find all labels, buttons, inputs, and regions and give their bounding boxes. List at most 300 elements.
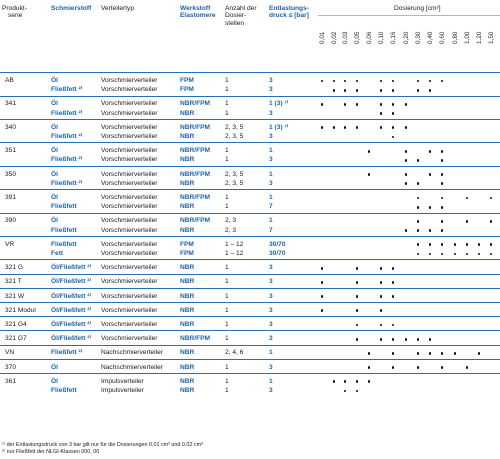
dosing-dot xyxy=(380,338,383,341)
lubricant-cell: Fließfett ²⁾ xyxy=(51,156,83,164)
row-divider xyxy=(0,119,500,120)
dosing-value-header: 1,50 xyxy=(488,31,495,44)
relief-pressure-cell: 30/70 xyxy=(269,250,286,257)
dosing-dot xyxy=(356,126,359,129)
dosing-points-cell: 2, 3, 5 xyxy=(225,170,244,178)
dosing-points-cell: 1 xyxy=(225,292,229,300)
dosing-dot xyxy=(490,220,493,223)
series-cell: 321 G7 xyxy=(5,335,27,343)
dosing-dot xyxy=(356,324,359,327)
dosing-dot xyxy=(478,253,481,256)
series-cell: 370 xyxy=(5,363,17,371)
relief-pressure-cell: 3 xyxy=(269,335,273,343)
distributor-type-cell: Nachschmierverteiler xyxy=(101,349,163,357)
dosing-dot xyxy=(344,126,347,129)
lubricant-cell: Fließfett xyxy=(51,387,77,394)
dosing-dot xyxy=(417,182,420,185)
dosing-points-cell: 1 xyxy=(225,278,229,286)
dosing-dot xyxy=(344,380,347,383)
row-divider xyxy=(0,345,500,346)
dosing-dot xyxy=(417,197,420,200)
row-divider xyxy=(0,302,500,303)
material-cell: NBR xyxy=(180,179,195,187)
dosing-dot xyxy=(417,243,420,246)
dosing-dot xyxy=(356,281,359,284)
row-divider xyxy=(0,213,500,214)
dosierung-rule xyxy=(318,15,500,16)
dosing-dot xyxy=(454,352,457,355)
dosing-points-cell: 1 xyxy=(225,377,229,385)
dosing-value-header: 0,02 xyxy=(331,31,338,44)
material-cell: NBR xyxy=(180,203,195,211)
series-cell: 321 G xyxy=(5,264,23,272)
dosing-dot xyxy=(392,366,395,369)
dosing-dot xyxy=(392,126,395,129)
material-cell: NBR xyxy=(180,321,195,328)
relief-pressure-cell: 7 xyxy=(269,203,273,211)
dosing-dot xyxy=(417,80,420,83)
dosing-dot xyxy=(441,366,444,369)
dosing-value-header: 0,40 xyxy=(427,31,434,44)
distributor-type-cell: Vorschmierverteiler xyxy=(101,217,158,225)
dosing-dot xyxy=(441,150,444,153)
row-divider xyxy=(0,330,500,331)
series-cell: VR xyxy=(5,240,15,248)
lubricant-cell: Fließfett xyxy=(51,226,77,234)
dosing-dot xyxy=(344,103,347,106)
dosing-dot xyxy=(392,267,395,270)
dosing-value-header: 0,16 xyxy=(390,31,397,44)
dosing-dot xyxy=(417,220,420,223)
lubricant-cell: Öl xyxy=(51,363,58,371)
relief-pressure-cell: 1 xyxy=(269,349,273,357)
dosing-dot xyxy=(321,267,324,270)
dosing-dot xyxy=(429,229,432,232)
dosing-dot xyxy=(368,150,371,153)
dosing-dot xyxy=(490,197,493,200)
series-cell: 321 G4 xyxy=(5,321,27,328)
lubricant-cell: Öl/Fließfett ²⁾ xyxy=(51,264,92,272)
dosing-points-cell: 1 xyxy=(225,363,229,371)
dosing-dot xyxy=(405,150,408,153)
material-cell: NBR xyxy=(180,377,195,385)
dosing-dot xyxy=(429,150,432,153)
dosing-dot xyxy=(368,380,371,383)
dosing-points-cell: 1 xyxy=(225,147,229,155)
relief-pressure-cell: 3 xyxy=(269,109,273,117)
dosing-dot xyxy=(333,380,336,383)
dosing-dot xyxy=(380,267,383,270)
relief-pressure-cell: 1 xyxy=(269,377,273,385)
dosing-value-header: 0,03 xyxy=(342,31,349,44)
distributor-type-cell: Vorschmierverteiler xyxy=(101,109,158,117)
lubricant-cell: Fließfett ²⁾ xyxy=(51,109,83,117)
dosing-dot xyxy=(356,309,359,312)
dosing-points-cell: 2, 3, 5 xyxy=(225,133,244,140)
dosing-value-header: 0,60 xyxy=(439,31,446,44)
dosing-points-cell: 2, 3 xyxy=(225,217,236,225)
dosing-dot xyxy=(392,80,395,83)
dosing-dot xyxy=(392,112,395,115)
dosing-dot xyxy=(417,253,420,256)
lubricant-cell: Fließfett ²⁾ xyxy=(51,133,83,140)
row-divider xyxy=(0,373,500,374)
dosing-dot xyxy=(392,352,395,355)
dosing-points-cell: 1 – 12 xyxy=(225,250,244,257)
lubricant-cell: Öl xyxy=(51,77,58,84)
dosing-value-header: 0,05 xyxy=(354,31,361,44)
row-divider xyxy=(0,359,500,360)
dosing-dot xyxy=(356,295,359,298)
dosing-dot xyxy=(478,243,481,246)
material-cell: FPM xyxy=(180,77,194,84)
dosing-value-header: 1,20 xyxy=(476,31,483,44)
row-divider xyxy=(0,274,500,275)
footnote-1: ¹⁾ der Entlastungsdruck von 3 bar gilt nur für die Dosierungen 0,01 cm³ und 0,02 cm³ xyxy=(2,442,203,448)
dosing-dot xyxy=(429,80,432,83)
material-cell: NBR xyxy=(180,363,195,371)
distributor-type-cell: Impulsverteiler xyxy=(101,387,144,394)
distributor-type-cell: Vorschmierverteiler xyxy=(101,77,158,84)
series-cell: 391 xyxy=(5,194,17,201)
dosing-points-cell: 2, 4, 6 xyxy=(225,349,244,357)
lubricant-cell: Öl/Fließfett ²⁾ xyxy=(51,306,92,314)
distributor-type-cell: Vorschmierverteiler xyxy=(101,278,158,286)
dosing-dot xyxy=(321,295,324,298)
material-cell: NBR xyxy=(180,109,195,117)
series-cell: 351 xyxy=(5,147,17,155)
lubricant-cell: Öl/Fließfett ²⁾ xyxy=(51,292,92,300)
dosing-dot xyxy=(441,197,444,200)
dosing-dot xyxy=(344,390,347,393)
relief-pressure-cell: 1 xyxy=(269,217,273,225)
relief-pressure-cell: 3 xyxy=(269,133,273,140)
row-divider xyxy=(0,96,500,97)
lubricant-cell: Fließfett ²⁾ xyxy=(51,86,83,94)
distributor-type-cell: Vorschmierverteiler xyxy=(101,170,158,178)
dosing-dot xyxy=(356,338,359,341)
lubricant-cell: Öl/Fließfett ²⁾ xyxy=(51,278,92,286)
relief-pressure-cell: 3 xyxy=(269,77,273,84)
dosing-dot xyxy=(429,206,432,209)
series-cell: 321 T xyxy=(5,278,22,286)
dosing-dot xyxy=(356,80,359,83)
dosing-dot xyxy=(429,338,432,341)
dosing-dot xyxy=(405,182,408,185)
dosing-points-cell: 1 xyxy=(225,109,229,117)
dosing-points-cell: 1 xyxy=(225,100,229,108)
dosing-dot xyxy=(441,206,444,209)
distributor-type-cell: Vorschmierverteiler xyxy=(101,203,158,211)
relief-pressure-cell: 3 xyxy=(269,179,273,187)
dosing-points-cell: 1 xyxy=(225,264,229,272)
distributor-type-cell: Vorschmierverteiler xyxy=(101,156,158,164)
dosing-points-cell: 1 xyxy=(225,306,229,314)
header-dosierung: Dosierung [cm³] xyxy=(394,5,441,12)
dosing-value-header: 0,30 xyxy=(415,31,422,44)
series-cell: 340 xyxy=(5,123,17,131)
dosing-dot xyxy=(429,352,432,355)
row-divider xyxy=(0,142,500,143)
distributor-type-cell: Vorschmierverteiler xyxy=(101,335,158,343)
distributor-type-cell: Nachschmierverteiler xyxy=(101,363,163,371)
row-divider xyxy=(0,189,500,190)
dosing-dot xyxy=(441,173,444,176)
relief-pressure-cell: 1 xyxy=(269,147,273,155)
header-werkstoff: Werkstoff Elastomere xyxy=(180,5,216,20)
dosing-dot xyxy=(392,103,395,106)
dosing-dot xyxy=(380,126,383,129)
dosing-points-cell: 1 – 12 xyxy=(225,240,244,248)
dosing-dot xyxy=(441,220,444,223)
row-divider xyxy=(0,259,500,260)
material-cell: NBR/FPM xyxy=(180,335,211,343)
dosing-dot xyxy=(321,309,324,312)
dosing-dot xyxy=(356,380,359,383)
relief-pressure-cell: 1 xyxy=(269,194,273,201)
material-cell: FPM xyxy=(180,86,194,94)
dosing-dot xyxy=(466,243,469,246)
relief-pressure-cell: 1 xyxy=(269,170,273,178)
lubricant-cell: Öl xyxy=(51,194,58,201)
distributor-type-cell: Vorschmierverteiler xyxy=(101,123,158,131)
distributor-type-cell: Vorschmierverteiler xyxy=(101,179,158,187)
distributor-type-cell: Vorschmierverteiler xyxy=(101,321,158,328)
dosing-dot xyxy=(441,352,444,355)
dosing-value-header: 0,20 xyxy=(403,31,410,44)
dosing-dot xyxy=(344,80,347,83)
dosing-dot xyxy=(454,253,457,256)
lubricant-cell: Öl/Fließfett ²⁾ xyxy=(51,321,92,328)
dosing-dot xyxy=(392,324,395,327)
dosing-points-cell: 1 xyxy=(225,321,229,328)
material-cell: NBR xyxy=(180,387,195,394)
dosing-points-cell: 2, 3, 5 xyxy=(225,179,244,187)
row-divider xyxy=(0,288,500,289)
dosing-dot xyxy=(356,390,359,393)
material-cell: NBR/FPM xyxy=(180,170,211,178)
dosing-dot xyxy=(321,126,324,129)
dosing-dot xyxy=(417,366,420,369)
dosing-dot xyxy=(441,229,444,232)
dosing-dot xyxy=(417,352,420,355)
dosing-dot xyxy=(380,89,383,92)
footnote-2: ²⁾ nur Fließfett der NLGI-Klassen 000, 00 xyxy=(2,449,100,455)
dosing-dot xyxy=(417,159,420,162)
dosing-dot xyxy=(429,243,432,246)
dosing-dot xyxy=(356,89,359,92)
lubricant-cell: Öl xyxy=(51,377,58,385)
dosing-dot xyxy=(392,136,395,139)
dosing-value-header: 0,06 xyxy=(366,31,373,44)
dosing-dot xyxy=(368,352,371,355)
dosing-dot xyxy=(321,80,324,83)
dosing-dot xyxy=(405,103,408,106)
lubricant-cell: Fließfett xyxy=(51,203,77,211)
dosing-dot xyxy=(333,80,336,83)
dosing-dot xyxy=(466,366,469,369)
dosing-dot xyxy=(380,309,383,312)
material-cell: NBR xyxy=(180,264,195,272)
dosing-dot xyxy=(392,295,395,298)
distributor-type-cell: Vorschmierverteiler xyxy=(101,292,158,300)
dosing-dot xyxy=(333,126,336,129)
material-cell: NBR/FPM xyxy=(180,217,211,225)
dosing-dot xyxy=(392,338,395,341)
dosing-dot xyxy=(417,206,420,209)
lubricant-cell: Fließfett xyxy=(51,240,77,248)
dosing-dot xyxy=(417,229,420,232)
dosing-dot xyxy=(405,173,408,176)
dosing-points-cell: 2, 3 xyxy=(225,226,236,234)
lubricant-cell: Fließfett ²⁾ xyxy=(51,349,83,357)
distributor-type-cell: Vorschmierverteiler xyxy=(101,133,158,140)
row-divider xyxy=(0,166,500,167)
relief-pressure-cell: 3 xyxy=(269,306,273,314)
row-divider xyxy=(0,236,500,237)
dosing-dot xyxy=(490,253,493,256)
dosing-dot xyxy=(454,243,457,246)
relief-pressure-cell: 3 xyxy=(269,292,273,300)
dosing-dot xyxy=(321,103,324,106)
relief-pressure-cell: 3 xyxy=(269,363,273,371)
dosing-dot xyxy=(429,89,432,92)
header-produktserie: Produkt- serie xyxy=(2,5,27,20)
dosing-dot xyxy=(417,89,420,92)
dosing-dot xyxy=(417,338,420,341)
dosing-dot xyxy=(405,126,408,129)
series-cell: 361 xyxy=(5,377,17,385)
material-cell: NBR xyxy=(180,306,195,314)
dosing-points-cell: 1 xyxy=(225,387,229,394)
lubricant-cell: Öl xyxy=(51,170,58,178)
dosing-points-cell: 1 xyxy=(225,335,229,343)
lubricant-cell: Öl xyxy=(51,147,58,155)
relief-pressure-cell: 3 xyxy=(269,321,273,328)
distributor-type-cell: Vorschmierverteiler xyxy=(101,240,158,248)
dosing-dot xyxy=(466,220,469,223)
series-cell: 321 W xyxy=(5,292,25,300)
dosing-dot xyxy=(441,159,444,162)
material-cell: FPM xyxy=(180,240,194,248)
relief-pressure-cell: 7 xyxy=(269,226,273,234)
dosing-dot xyxy=(380,281,383,284)
dosing-dot xyxy=(380,112,383,115)
dosing-dot xyxy=(321,281,324,284)
material-cell: NBR/FPM xyxy=(180,123,211,131)
dosing-dot xyxy=(356,103,359,106)
material-cell: NBR xyxy=(180,349,195,357)
distributor-type-cell: Impulsverteiler xyxy=(101,377,144,385)
dosing-dot xyxy=(490,243,493,246)
header-anzahl: Anzahl der Dosier- stellen xyxy=(225,5,257,27)
material-cell: FPM xyxy=(180,250,194,257)
series-cell: 321 Modul xyxy=(5,306,36,314)
header-schmierstoff: Schmierstoff xyxy=(51,5,92,12)
dosing-dot xyxy=(441,243,444,246)
dosing-points-cell: 1 xyxy=(225,156,229,164)
dosing-dot xyxy=(441,80,444,83)
distributor-type-cell: Vorschmierverteiler xyxy=(101,226,158,234)
header-rule xyxy=(0,72,500,73)
dosing-value-header: 1,00 xyxy=(464,31,471,44)
dosing-dot xyxy=(333,89,336,92)
relief-pressure-cell: 30/70 xyxy=(269,240,286,248)
dosing-points-cell: 1 xyxy=(225,86,229,94)
dosing-value-header: 0,10 xyxy=(378,31,385,44)
distributor-type-cell: Vorschmierverteiler xyxy=(101,264,158,272)
relief-pressure-cell: 3 xyxy=(269,264,273,272)
dosing-dot xyxy=(405,229,408,232)
material-cell: NBR/FPM xyxy=(180,147,211,155)
material-cell: NBR/FPM xyxy=(180,194,211,201)
material-cell: NBR xyxy=(180,278,195,286)
material-cell: NBR xyxy=(180,156,195,164)
relief-pressure-cell: 3 xyxy=(269,156,273,164)
dosing-dot xyxy=(429,173,432,176)
dosing-dot xyxy=(429,253,432,256)
material-cell: NBR/FPM xyxy=(180,100,211,108)
dosing-dot xyxy=(392,281,395,284)
series-cell: AB xyxy=(5,77,14,84)
relief-pressure-cell: 1 (3) ¹⁾ xyxy=(269,100,289,108)
series-cell: 390 xyxy=(5,217,17,225)
dosing-dot xyxy=(380,80,383,83)
lubricant-cell: Fließfett ²⁾ xyxy=(51,179,83,187)
distributor-type-cell: Vorschmierverteiler xyxy=(101,147,158,155)
relief-pressure-cell: 3 xyxy=(269,387,273,394)
dosing-points-cell: 1 xyxy=(225,203,229,211)
header-verteilertyp: Verteilertyp xyxy=(101,5,134,12)
lubricant-cell: Öl xyxy=(51,123,58,131)
material-cell: NBR xyxy=(180,226,195,234)
dosing-value-header: 0,01 xyxy=(319,31,326,44)
lubricant-cell: Öl/Fließfett ²⁾ xyxy=(51,335,92,343)
relief-pressure-cell: 1 (3) ¹⁾ xyxy=(269,123,289,131)
distributor-type-cell: Vorschmierverteiler xyxy=(101,86,158,94)
dosing-dot xyxy=(466,197,469,200)
lubricant-cell: Öl xyxy=(51,217,58,225)
dosing-points-cell: 1 xyxy=(225,77,229,84)
dosing-dot xyxy=(368,173,371,176)
dosing-dot xyxy=(380,103,383,106)
dosing-dot xyxy=(368,366,371,369)
dosing-dot xyxy=(441,253,444,256)
distributor-type-cell: Vorschmierverteiler xyxy=(101,250,158,257)
distributor-type-cell: Vorschmierverteiler xyxy=(101,306,158,314)
row-divider xyxy=(0,316,500,317)
dosing-points-cell: 1 xyxy=(225,194,229,201)
dosing-value-header: 0,80 xyxy=(452,31,459,44)
dosing-dot xyxy=(405,338,408,341)
dosing-dot xyxy=(466,253,469,256)
dosing-dot xyxy=(344,89,347,92)
dosing-dot xyxy=(478,352,481,355)
series-cell: VN xyxy=(5,349,15,357)
lubricant-cell: Fett xyxy=(51,250,64,257)
relief-pressure-cell: 3 xyxy=(269,86,273,94)
lubricant-cell: Öl xyxy=(51,100,58,108)
series-cell: 350 xyxy=(5,170,17,178)
dosing-dot xyxy=(380,324,383,327)
series-cell: 341 xyxy=(5,100,17,108)
dosing-points-cell: 2, 3, 5 xyxy=(225,123,244,131)
material-cell: NBR xyxy=(180,292,195,300)
distributor-type-cell: Vorschmierverteiler xyxy=(101,194,158,201)
header-entlastung: Entlastungs- druck ≤ [bar] xyxy=(269,5,309,20)
distributor-type-cell: Vorschmierverteiler xyxy=(101,100,158,108)
dosing-dot xyxy=(380,295,383,298)
